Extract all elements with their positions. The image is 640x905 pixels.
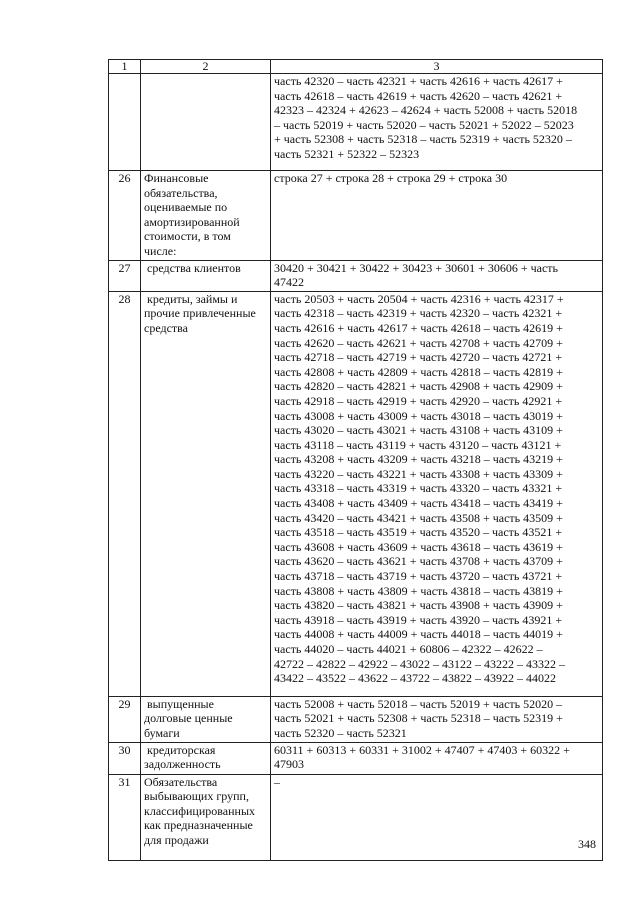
row-formula — [271, 171, 603, 261]
formula-line: 30420 + 30421 + 30422 + 30423 + 30601 + 30606 + часть — [274, 260, 559, 275]
row-name-line: средства — [144, 320, 189, 335]
row-formula — [271, 260, 603, 291]
formula-line: 47422 — [274, 275, 304, 290]
row-formula — [271, 74, 603, 171]
financial-table — [108, 59, 603, 861]
formula-line: часть 52008 + часть 52018 – часть 52019 + часть 52020 – — [274, 696, 563, 711]
formula-line: строка 27 + строка 28 + строка 29 + строка 30 — [274, 171, 508, 185]
formula-line: часть 43318 – часть 43319 + часть 43320 – часть 43321 + — [274, 481, 563, 496]
header-col-1: 1 — [109, 60, 141, 74]
formula-line: часть 43420 – часть 43421 + часть 43508 + часть 43509 + — [274, 510, 563, 525]
row-number: 31 — [109, 774, 141, 860]
formula-line: 42323 – 42324 + 42623 – 42624 + часть 52008 + часть 52018 — [274, 103, 578, 118]
formula-line: часть 43620 – часть 43621 + часть 43708 + часть 43709 + — [274, 554, 563, 569]
row-formula — [271, 696, 603, 742]
table-row — [109, 260, 603, 291]
row-name-line: числе: — [144, 243, 177, 258]
row-name-line: бумаги — [144, 725, 180, 740]
formula-line: часть 43718 – часть 43719 + часть 43720 – часть 43721 + — [274, 569, 563, 584]
formula-line: + часть 52308 + часть 52318 – часть 52319 + часть 52320 – — [274, 132, 572, 147]
formula-line: часть 42616 + часть 42617 + часть 42618 – часть 42619 + — [274, 320, 563, 335]
table-row — [109, 291, 603, 696]
formula-line: часть 43808 + часть 43809 + часть 43818 – часть 43819 + — [274, 583, 563, 598]
formula-line: часть 43918 – часть 43919 + часть 43920 – часть 43921 + — [274, 612, 563, 627]
formula-line: часть 43518 – часть 43519 + часть 43520 – часть 43521 + — [274, 525, 563, 540]
formula-line: часть 42820 – часть 42821 + часть 42908 + часть 42909 + — [274, 379, 563, 394]
row-name — [141, 696, 271, 742]
formula-line: часть 44020 – часть 44021 + 60806 – 42322 – 42622 – — [274, 642, 543, 656]
row-number: 29 — [109, 696, 141, 742]
row-name-line: кредиты, займы и — [144, 291, 238, 306]
row-name-line: кредиторская — [144, 742, 216, 757]
formula-line: 42722 – 42822 – 42922 – 43022 – 43122 – 43222 – 43322 – — [274, 656, 565, 671]
formula-line: часть 43118 – часть 43119 + часть 43120 – часть 43121 + — [274, 437, 562, 452]
row-name-line: Финансовые — [144, 171, 209, 185]
row-name — [141, 260, 271, 291]
page-number: 348 — [578, 837, 596, 851]
formula-line: часть 42320 – часть 42321 + часть 42616 + часть 42617 + — [274, 74, 563, 88]
row-name — [141, 774, 271, 860]
header-col-3: 3 — [271, 60, 603, 74]
row-name-line: оцениваемые по — [144, 200, 228, 215]
formula-line: 43422 – 43522 – 43622 – 43722 – 43822 – 43922 – 44022 — [274, 671, 556, 686]
row-name-line: выбывающих групп, — [144, 789, 249, 804]
formula-line: часть 43008 + часть 43009 + часть 43018 – часть 43019 + — [274, 408, 563, 423]
row-number: 30 — [109, 742, 141, 774]
formula-line: часть 43020 – часть 43021 + часть 43108 + часть 43109 + — [274, 423, 563, 438]
table-body — [109, 74, 603, 861]
table-row — [109, 774, 603, 860]
row-number — [109, 74, 141, 171]
table-row — [109, 74, 603, 171]
formula-line: 47903 — [274, 757, 304, 772]
formula-line: часть 43820 – часть 43821 + часть 43908 + часть 43909 + — [274, 598, 563, 613]
row-name-line: выпущенные — [144, 696, 214, 711]
formula-line: часть 43208 + часть 43209 + часть 43218 – часть 43219 + — [274, 452, 563, 467]
row-name-line: обязательства, — [144, 185, 218, 200]
row-name-line: средства клиентов — [144, 260, 241, 275]
row-formula — [271, 774, 603, 860]
formula-line: часть 42718 – часть 42719 + часть 42720 – часть 42721 + — [274, 350, 563, 365]
formula-line: часть 42808 + часть 42809 + часть 42818 – часть 42819 + — [274, 364, 563, 379]
table-row — [109, 696, 603, 742]
row-number: 28 — [109, 291, 141, 696]
formula-line: часть 43608 + часть 43609 + часть 43618 – часть 43619 + — [274, 539, 563, 554]
row-name-line: Обязательства — [144, 774, 218, 789]
table-row — [109, 171, 603, 261]
row-name — [141, 171, 271, 261]
formula-line: часть 42918 – часть 42919 + часть 42920 – часть 42921 + — [274, 393, 563, 408]
header-col-2: 2 — [141, 60, 271, 74]
formula-line: – часть 52019 + часть 52020 – часть 52021 + 52022 – 52023 — [274, 117, 574, 132]
formula-line: – — [274, 774, 280, 789]
formula-line: часть 20503 + часть 20504 + часть 42316 + часть 42317 + — [274, 291, 564, 306]
row-name-line: задолженность — [144, 757, 221, 772]
formula-line: 60311 + 60313 + 60331 + 31002 + 47407 + 47403 + 60322 + — [274, 742, 570, 757]
row-name — [141, 742, 271, 774]
formula-line: часть 42318 – часть 42319 + часть 42320 – часть 42321 + — [274, 306, 563, 321]
formula-line: часть 44008 + часть 44009 + часть 44018 – часть 44019 + — [274, 627, 563, 642]
formula-line: часть 52320 – часть 52321 — [274, 725, 407, 740]
row-name-line: стоимости, в том — [144, 229, 231, 244]
formula-line: часть 42620 – часть 42621 + часть 42708 + часть 42709 + — [274, 335, 563, 350]
row-formula — [271, 742, 603, 774]
formula-line: часть 52321 + 52322 – 52323 — [274, 146, 420, 161]
row-name-line: для продажи — [144, 832, 209, 847]
formula-line: часть 52021 + часть 52308 + часть 52318 – часть 52319 + — [274, 711, 563, 726]
row-number: 27 — [109, 260, 141, 291]
row-formula — [271, 291, 603, 696]
row-name-line: прочие привлеченные — [144, 306, 256, 321]
row-name-line: амортизированной — [144, 214, 240, 229]
header-row — [109, 60, 603, 74]
formula-line: часть 42618 – часть 42619 + часть 42620 – часть 42621 + — [274, 88, 563, 103]
row-name — [141, 291, 271, 696]
row-name — [141, 74, 271, 171]
row-number: 26 — [109, 171, 141, 261]
row-name-line: долговые ценные — [144, 711, 233, 726]
row-name-line: классифицированных — [144, 803, 255, 818]
table-row — [109, 742, 603, 774]
formula-line: часть 43220 – часть 43221 + часть 43308 + часть 43309 + — [274, 466, 563, 481]
formula-line: часть 43408 + часть 43409 + часть 43418 – часть 43419 + — [274, 496, 563, 511]
row-name-line: как предназначенные — [144, 818, 253, 833]
